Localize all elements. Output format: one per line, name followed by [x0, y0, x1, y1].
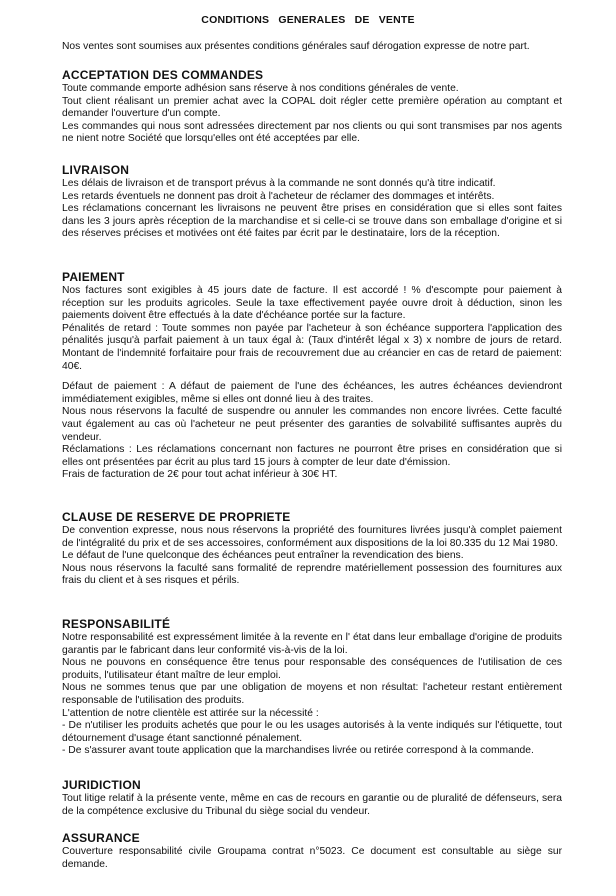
- section-responsabilite: [62, 617, 562, 758]
- section-heading: PAIEMENT: [62, 270, 125, 284]
- section-reserve-propriete: [62, 510, 562, 588]
- section-acceptation: [62, 68, 562, 146]
- section-paragraph: L'attention de notre clientèle est attirée sur la nécessité :: [62, 707, 319, 719]
- section-paragraph: Défaut de paiement : A défaut de paiement de l'une des échéances, les autres échéances deviendront immédiatement exigibles, même si elles ont donné lieu à des traites.: [62, 381, 562, 405]
- section-paragraph: - De s'assurer avant toute application que la marchandises livrée ou retirée correspond à la commande.: [62, 745, 534, 757]
- page-title: CONDITIONS GENERALES DE VENTE: [201, 14, 415, 26]
- section-livraison: [62, 163, 562, 241]
- section-heading: ACCEPTATION DES COMMANDES: [62, 68, 264, 82]
- section-paragraph: Nous ne sommes tenus que par une obligation de moyens et non résultat: l'acheteur restant entièrement responsable de l'utilisation des produits.: [62, 682, 562, 706]
- section-paragraph: Couverture responsabilité civile Groupama contrat n°5023. Ce document est consultable au siège sur demande.: [62, 846, 562, 870]
- section-paragraph: Les commandes qui nous sont adressées directement par nos clients ou qui sont transmises par nos agents ne nient notre Société que lorsqu'elles ont été acceptées par elle.: [62, 120, 562, 145]
- section-paragraph: Nous nous réservons la faculté sans formalité de reprendre matériellement possession des fournitures aux frais du client et à ses risques et périls.: [62, 562, 562, 587]
- section-paragraph: De convention expresse, nous nous réservons la propriété des fournitures livrées jusqu'à complet paiement de l'intégralité du prix et de ses accessoires, conformément aux dispositions de la loi 80.335 du 12 Mai 1980.: [62, 525, 562, 549]
- section-paragraph: Notre responsabilité est expressément limitée à la revente en l' état dans leur emballage d'origine de produits garantis par le fabricant dans leur conformité vis-à-vis de la loi.: [62, 632, 562, 656]
- section-paragraph: Nous ne pouvons en conséquence être tenus pour responsable des conséquences de l'utilisation de ces produits, l'utilisateur étant maître de leur emploi.: [62, 657, 562, 681]
- section-paragraph: Le défaut de l'une quelconque des échéances peut entraîner la revendication des biens.: [62, 550, 464, 562]
- intro-text: Nos ventes sont soumises aux présentes conditions générales sauf dérogation expresse de notre part.: [62, 41, 530, 52]
- section-juridiction: [62, 778, 562, 818]
- section-paragraph: Réclamations : Les réclamations concernant non factures ne pourront être prises en considération que si elles ont présentées par écrit au plus tard 15 jours à compter de leur date d'émission.: [62, 444, 562, 468]
- section-paragraph: Tout client réalisant un premier achat avec la COPAL doit régler cette première opération au comptant et demander l'ouverture d'un compte.: [62, 95, 562, 120]
- section-heading: ASSURANCE: [62, 831, 140, 845]
- section-paragraph: Frais de facturation de 2€ pour tout achat inférieur à 30€ HT.: [62, 469, 338, 481]
- section-paragraph: Les réclamations concernant les livraisons ne peuvent être prises en considération que si elles sont faites dans les 3 jours après réception de la marchandise et si celle-ci se trouve dans son emballage d'origine et si des réserves précises et motivées ont été faites par écrit par le destinataire, lors de la réception.: [62, 203, 562, 240]
- section-paragraph: Pénalités de retard : Toute sommes non payée par l'acheteur à son échéance supportera l'application des pénalités jusqu'à parfait paiement à un taux égal à: (Taux d'intérêt légal x 3) x nombre de jours de retard. Montant de l'indemnité forfaitaire pour frais de recouvrement due au créancier en cas de retard de paiement: 40€.: [62, 322, 562, 372]
- section-paragraph: Toute commande emporte adhésion sans réserve à nos conditions générales de vente.: [62, 83, 459, 94]
- section-heading: LIVRAISON: [62, 163, 130, 177]
- section-paragraph: Les délais de livraison et de transport prévus à la commande ne sont donnés qu'à titre indicatif.: [62, 178, 496, 189]
- section-heading: CLAUSE DE RESERVE DE PROPRIETE: [62, 510, 291, 524]
- section-heading: RESPONSABILITÉ: [62, 617, 171, 631]
- section-paragraph: - De n'utiliser les produits achetés que pour le ou les usages autorisés à la vente indiqués sur l'étiquette, tout détournement d'usage étant sanctionné pénalement.: [62, 720, 562, 744]
- section-paiement: [62, 270, 562, 482]
- section-paragraph: Nous nous réservons la faculté de suspendre ou annuler les commandes non encore livrées. Cette faculté vaut également au cas où l'acheteur ne peut présenter des garanties de solvabilité suffisantes auprès du vendeur.: [62, 406, 562, 443]
- section-paragraph: Tout litige relatif à la présente vente, même en cas de recours en garantie ou de pluralité de défenseurs, sera de la compétence exclusive du Tribunal du siège social du vendeur.: [62, 793, 562, 817]
- section-paragraph: Les retards éventuels ne donnent pas droit à l'acheteur de réclamer des dommages et intérêts.: [62, 190, 495, 202]
- section-paragraph: Nos factures sont exigibles à 45 jours date de facture. Il est accordé ! % d'escompte pour paiement à réception sur les produits agricoles. Seule la taxe effectivement payée ouvre droit à déduction, sinon les paiements doivent être effectués à la date d'échéance portée sur la facture.: [62, 285, 562, 322]
- section-assurance: [62, 831, 562, 871]
- section-heading: JURIDICTION: [62, 778, 141, 792]
